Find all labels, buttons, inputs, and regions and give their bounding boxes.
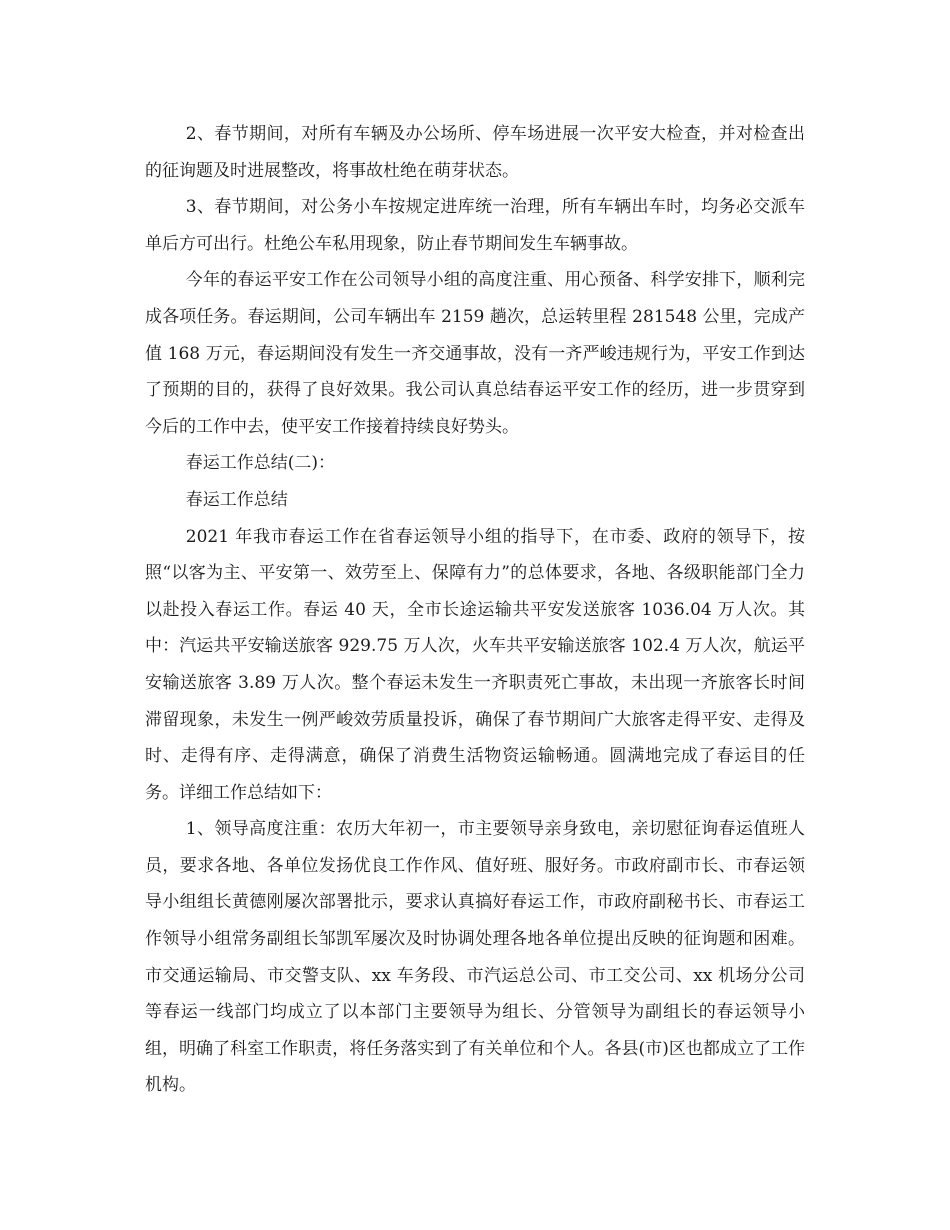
paragraph-summary: 今年的春运平安工作在公司领导小组的高度注重、用心预备、科学安排下，顺利完成各项任务。春运期间，公司车辆出车 2159 趟次，总运转里程 281548 公里，完成产值 168 万元，春运期间没有发生一齐交通事故，没有一齐严峻违规行为，平安工作到达了预期的目的，获得了良好效果。我公司认真总结春运平安工作的经历，进一步贯穿到今后的工作中去，使平安工作接着持续良好势头。	[145, 270, 805, 437]
paragraph-item-1: 1、领导高度注重：农历大年初一，市主要领导亲身致电，亲切慰征询春运值班人员，要求各地、各单位发扬优良工作作风、值好班、服好务。市政府副市长、市春运领导小组组长黄德刚屡次部署批示，要求认真搞好春运工作，市政府副秘书长、市春运工作领导小组常务副组长邹凯军屡次及时协调处理各地各单位提出反映的征询题和困难。市交通运输局、市交警支队、xx 车务段、市汽运总公司、市工交公司、xx 机场分公司等春运一线部门均成立了以本部门主要领导为组长、分管领导为副组长的春运领导小组，明确了科室工作职责，将任务落实到了有关单位和个人。各县(市)区也都成立了工作机构。	[145, 819, 805, 1096]
section-subtitle: 春运工作总结	[185, 489, 288, 510]
paragraph-item-2: 2、春节期间，对所有车辆及办公场所、停车场进展一次平安大检查，并对检查出的征询题及时进展整改，将事故杜绝在萌芽状态。	[145, 124, 805, 181]
section-title: 春运工作总结(二)：	[185, 453, 336, 474]
paragraph-item-3: 3、春节期间，对公务小车按规定进库统一治理，所有车辆出车时，均务必交派车单后方可出行。杜绝公车私用现象，防止春节期间发生车辆事故。	[145, 197, 805, 254]
paragraph-overview: 2021 年我市春运工作在省春运领导小组的指导下，在市委、政府的领导下，按照“以客为主、平安第一、效劳至上、保障有力”的总体要求，各地、各级职能部门全力以赴投入春运工作。春运 40 天，全市长途运输共平安发送旅客 1036.04 万人次。其中：汽运共平安输送旅客 929.75 万人次，火车共平安输送旅客 102.4 万人次，航运平安输送旅客 3.89 万人次。整个春运未发生一齐职责死亡事故，未出现一齐旅客长时间滞留现象，未发生一例严峻效劳质量投诉，确保了春节期间广大旅客走得平安、走得及时、走得有序、走得满意，确保了消费生活物资运输畅通。圆满地完成了春运目的任务。详细工作总结如下：	[145, 526, 805, 803]
document-body	[145, 116, 805, 1104]
